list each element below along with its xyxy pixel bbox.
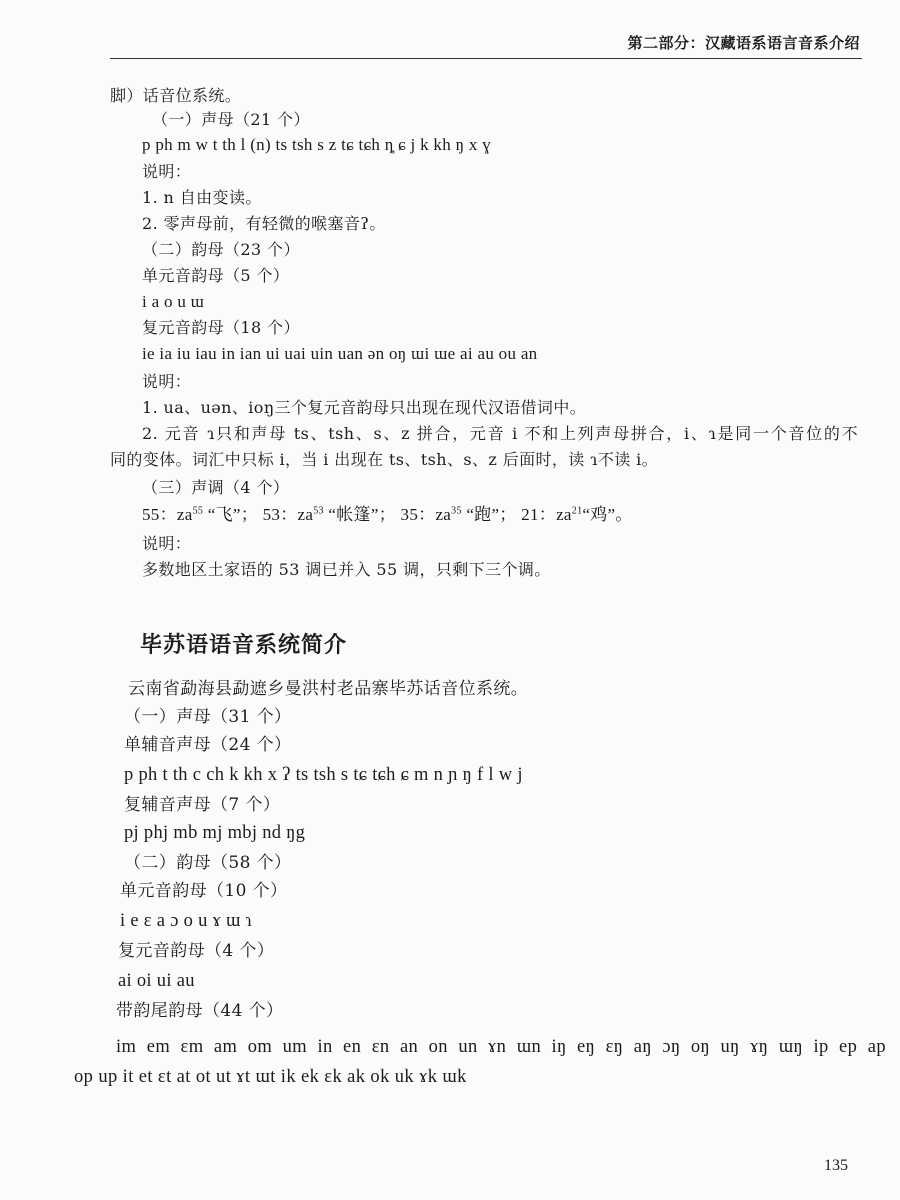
- cluster-initials-heading: 复辅音声母（7 个）: [124, 795, 281, 815]
- coda-list-line-1: im em ɛm am om um in en ɛn an on un ɤn ɯn iŋ eŋ ɛŋ aŋ ɔŋ oŋ uŋ ɤŋ ɯŋ ip ep ap: [116, 1037, 886, 1057]
- compound-list: ie ia iu iau in ian ui uai uin uan ən oŋ ɯi ɯe ai au ou an: [142, 344, 538, 363]
- monophthong-list: i e ɛ a ɔ o u ɤ ɯ ɿ: [120, 911, 253, 931]
- single-initials-list: p ph t th c ch k kh x ʔ ts tsh s tɕ tɕh ɕ m n ɲ ŋ f l w j: [124, 765, 523, 785]
- running-header: 第二部分：汉藏语系语言音系介绍: [627, 34, 860, 52]
- tone-example: 35：$za^{35}$ “跑”；: [400, 505, 517, 524]
- finals-heading: （二）韵母（58 个）: [124, 853, 292, 873]
- coda-list-line-2: op up it et ɛt at ot ut ɤt ɯt ik ek ɛk ak ok uk ɤk ɯk: [74, 1067, 467, 1087]
- initials-heading: （一）声母（21 个）: [152, 110, 310, 129]
- tone-example: 53：$za^{53}$ “帐篷”；: [262, 505, 396, 524]
- intro-tail: 脚）话音位系统。: [110, 86, 242, 105]
- note-item: 1. ua、uən、ioŋ三个复元音韵母只出现在现代汉语借词中。: [142, 398, 587, 417]
- header-rule: [110, 58, 862, 59]
- finals-heading: （二）韵母（23 个）: [142, 240, 300, 259]
- monophthong-heading: 单元音韵母（5 个）: [142, 266, 290, 285]
- tones-heading: （三）声调（4 个）: [142, 478, 290, 497]
- cluster-initials-list: pj phj mb mj mbj nd ŋg: [124, 823, 306, 843]
- monophthong-list: i a o u ɯ: [142, 292, 205, 311]
- note-label: 说明：: [142, 372, 192, 391]
- initials-list: p ph m w t th l (n) ts tsh s z tɕ tɕh ȵ ɕ j k kh ŋ x ɣ: [142, 135, 491, 154]
- tone-example: 55：$za^{55}$ “飞”；: [142, 505, 259, 524]
- initials-heading: （一）声母（31 个）: [124, 707, 292, 727]
- note-label: 说明：: [142, 162, 192, 181]
- compound-heading: 复元音韵母（18 个）: [142, 318, 300, 337]
- tone-examples: [142, 505, 633, 525]
- monophthong-heading: 单元音韵母（10 个）: [120, 881, 288, 901]
- note-item: 多数地区土家语的 53 调已并入 55 调，只剩下三个调。: [142, 560, 551, 579]
- note-item-continued: 同的变体。词汇中只标 i，当 i 出现在 ts、tsh、s、z 后面时，读 ɿ不读 i。: [110, 450, 659, 469]
- note-label: 说明：: [142, 534, 192, 553]
- page-number: 135: [824, 1157, 848, 1174]
- compound-list: ai oi ui au: [118, 971, 195, 991]
- note-item: 1. n 自由变读。: [142, 188, 262, 207]
- note-item: 2. 元音 ɿ只和声母 ts、tsh、s、z 拼合，元音 i 不和上列声母拼合，i、ɿ是同一个音位的不: [142, 424, 858, 443]
- single-initials-heading: 单辅音声母（24 个）: [124, 735, 292, 755]
- section-title: 毕苏语语音系统简介: [140, 633, 348, 658]
- compound-heading: 复元音韵母（4 个）: [118, 941, 275, 961]
- coda-heading: 带韵尾韵母（44 个）: [116, 1001, 284, 1021]
- note-item: 2. 零声母前，有轻微的喉塞音ʔ。: [142, 214, 386, 233]
- tone-example: 21：$za^{21}“$鸡”。: [521, 505, 633, 524]
- intro: 云南省勐海县勐遮乡曼洪村老品寨毕苏话音位系统。: [128, 679, 529, 699]
